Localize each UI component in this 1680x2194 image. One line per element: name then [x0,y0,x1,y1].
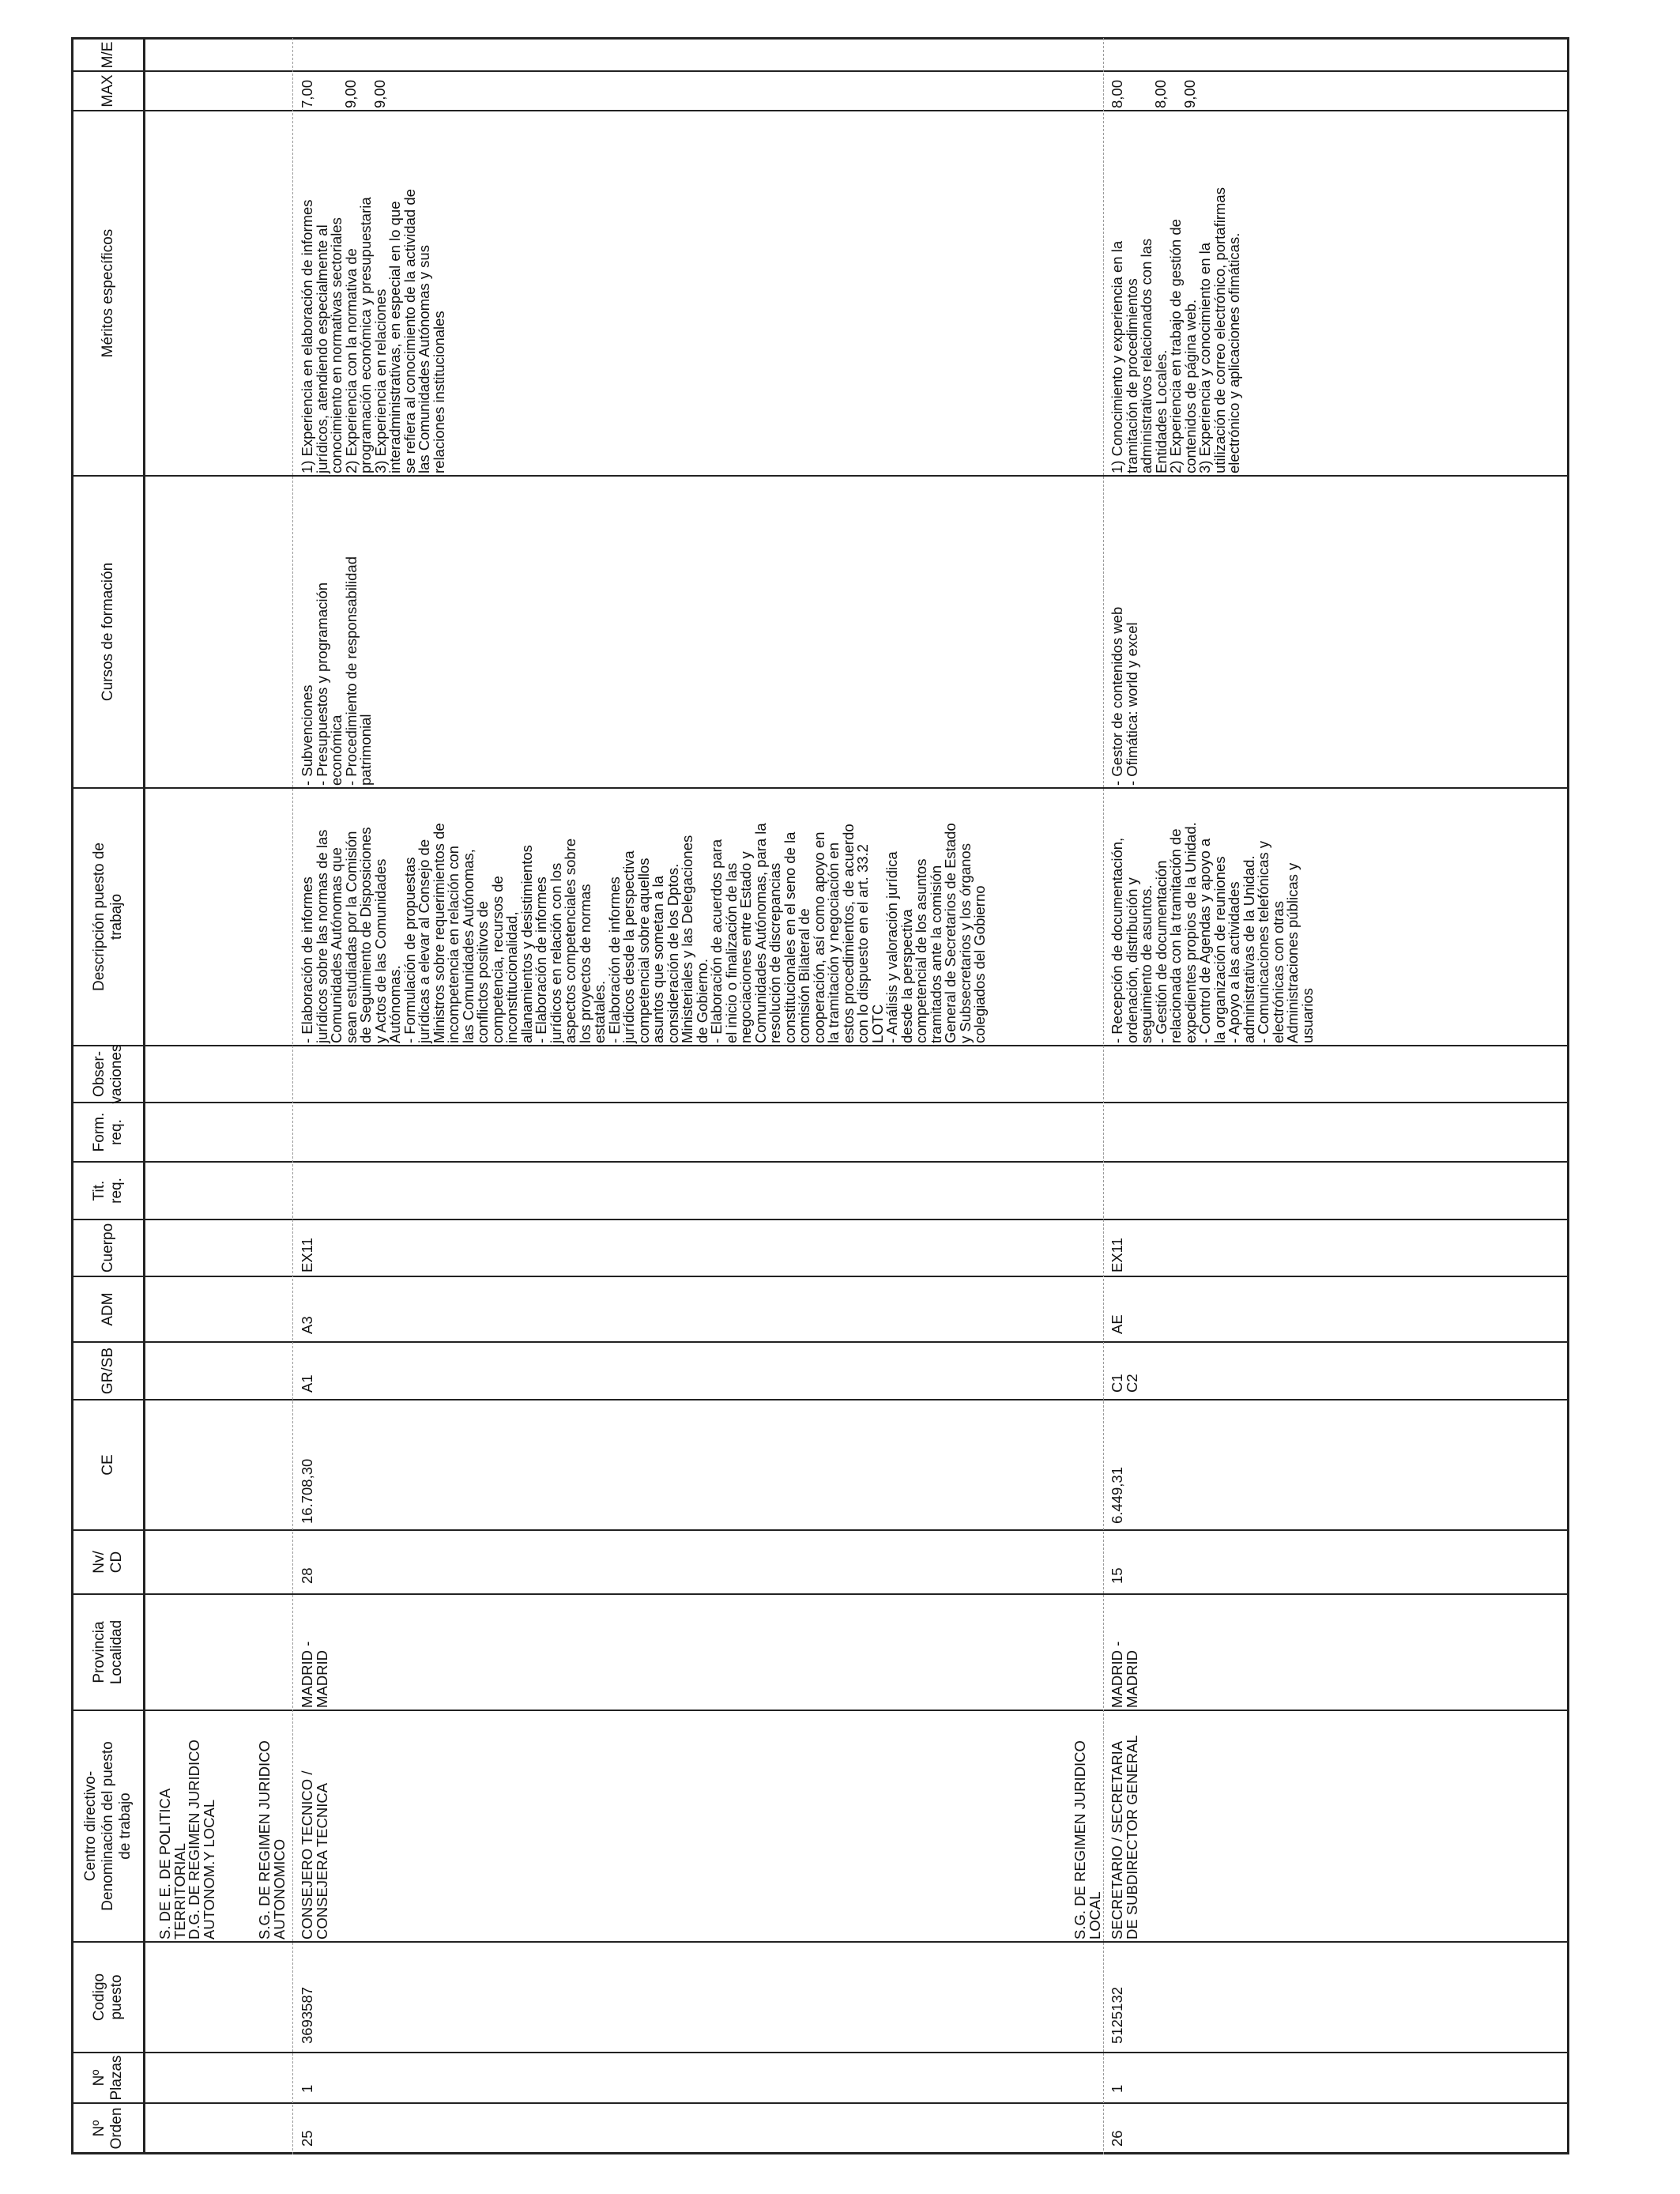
row2-plazas: 1 [1109,2084,1125,2093]
col-sep-17 [71,70,1569,72]
row1-cursos: - Subvenciones - Presupuestos y programación económica - Procedimiento de responsabilidad patrimonial [299,556,374,786]
col-sep-16 [71,110,1569,111]
row1-unidad: S.G. DE REGIMEN JURIDICO AUTONOMICO [256,1740,288,1940]
row2-ce: 6.449,31 [1109,1466,1125,1524]
header-ce: CE [100,1454,116,1476]
col-sep-2 [71,2052,1569,2053]
row-separator [1103,38,1104,2154]
col-sep-15 [71,475,1569,477]
row1-adm: A3 [299,1316,315,1334]
header-cursos: Cursos de formación [100,562,116,702]
col-sep-13 [71,1045,1569,1046]
header-adm: ADM [100,1292,116,1326]
row2-max-1: 8,00 [1109,79,1125,108]
row2-descripcion: - Recepción de documentación, ordenación, distribución y seguimiento de asuntos. - Gestión de documentación relacionada con la tramitación de expedientes propios de la Unidad. - Control de Agendas y apoyo a la organización de reuniones - Apoyo a las actividades administrativas de la Unidad. - Comunicaciones telefónicas y electrónicas con otras Administraciones públicas y usuarios [1109,822,1316,1043]
col-sep-5 [71,1593,1569,1595]
row2-provincia: MADRID - MADRID [1109,1641,1140,1708]
col-sep-10 [71,1219,1569,1220]
row2-puesto: SECRETARIO / SECRETARIA DE SUBDIRECTOR GENERAL [1109,1735,1140,1940]
section-centro-directivo: S. DE E. DE POLITICA TERRITORIAL D.G. DE REGIMEN JURIDICO AUTONOM.Y LOCAL [156,1740,217,1940]
header-grupo: GR/SB [100,1347,116,1395]
col-sep-4 [71,1710,1569,1711]
row2-max-2: 8,00 [1152,79,1169,108]
col-sep-3 [71,1941,1569,1943]
header-descripcion: Descripción puesto de trabajo [91,843,125,991]
col-sep-6 [71,1529,1569,1531]
row1-provincia: MADRID - MADRID [299,1641,330,1708]
row1-max-3: 9,00 [371,79,388,108]
row2-max-3: 9,00 [1181,79,1198,108]
row1-max-1: 7,00 [299,79,315,108]
row2-cursos: - Gestor de contenidos web - Ofimática: world y excel [1109,606,1140,786]
table-right-border [71,37,1569,40]
table-left-border [71,2152,1569,2154]
row1-meritos: 1) Experiencia en elaboración de informes jurídicos, atendiendo especialmente al conocimiento en normativas sectoriales 2) Experiencia con la normativa de programación económica y presupuestaria 3) Experiencia en relaciones interadministrativas, en especial en lo que se refiera al conocimiento de la actividad de las Comunidades Autónomas y sus relaciones institucionales [299,189,447,473]
row1-grupo: A1 [299,1374,315,1393]
header-separator [143,38,145,2154]
header-plazas: Nº Plazas [91,2055,125,2101]
row1-codigo: 3693587 [299,1986,315,2044]
row2-grupo: C1 C2 [1109,1374,1140,1393]
row-separator [292,38,293,2154]
row1-max-2: 9,00 [342,79,359,108]
row1-orden: 25 [299,2130,315,2147]
header-formacion-req: Form. req. [91,1112,125,1152]
header-titulacion: Tit. req. [91,1178,125,1204]
header-max: MAX [100,74,116,107]
header-orden: Nº Orden [91,2107,125,2150]
header-codigo: Codigo puesto [91,1973,125,2022]
row1-plazas: 1 [299,2084,315,2093]
col-sep-1 [71,2102,1569,2104]
col-sep-8 [71,1341,1569,1343]
header-meritos: Méritos específicos [100,228,116,358]
header-centro: Centro directivo- Denominación del puesto de trabajo [82,1741,134,1911]
row2-meritos: 1) Conocimiento y experiencia en la tramitación de procedimientos administrativos relacionados con las Entidades Locales. 2) Experiencia en trabajo de gestión de contenidos de página web. 3) Experiencia y conocimiento en la utilización de correo electrónico, portafirmas electrónico y aplicaciones ofimáticas. [1109,187,1242,473]
row2-cuerpo: EX11 [1109,1238,1125,1272]
row1-cuerpo: EX11 [299,1238,315,1272]
header-observaciones: Obser- vaciones [91,1044,125,1104]
header-nivel: Nv/ CD [91,1551,125,1574]
header-provincia: Provincia Localidad [91,1619,125,1685]
row2-unidad: S.G. DE REGIMEN JURIDICO LOCAL [1072,1740,1103,1940]
row1-puesto: CONSEJERO TECNICO / CONSEJERA TECNICA [299,1770,330,1940]
table-bottom-border [1567,38,1569,2154]
header-me: M/E [100,41,116,69]
col-sep-9 [71,1276,1569,1277]
col-sep-11 [71,1161,1569,1163]
row1-nivel: 28 [299,1567,315,1584]
row1-descripcion: - Elaboración de informes jurídicos sobre las normas de las Comunidades Autónomas que sean estudiadas por la Comisión de Seguimiento de Disposiciones y Actos de las Comunidades Autónomas. - Formulación de propuestas jurídicas a elevar al Consejo de Ministros sobre requerimientos de incompetencia en relación con las Comunidades Autónomas, conflictos positivos de competencia, recursos de inconstitucionalidad, allanamientos y desistimientos - Elaboración de informes jurídicos en relación con los aspectos competenciales sobre los proyectos de normas estatales. - Elaboración de informes jurídicos desde la perspectiva competencial sobre aquellos asuntos que sometan a la consideración de los Dptos. Ministeriales y las Delegaciones de Gobierno. - Elaboración de acuerdos para el inicio o finalización de las negociaciones entre Estado y Comunidades Autónomas, para la resolución de discrepancias constitucionales en el seno de la comisión Bilateral de cooperación, así como apoyo en la tramitación y negociación en estos procedimientos, de acuerdo con lo dispuesto en el art. 33.2 LOTC - Análisis y valoración jurídica desde la perspectiva competencial de los asuntos tramitados ante la comisión General de Secretarios de Estado y Subsecretarios y los órganos colegiados del Gobierno [299,823,988,1043]
row2-codigo: 5125132 [1109,1986,1125,2044]
row2-nivel: 15 [1109,1567,1125,1584]
col-sep-7 [71,1399,1569,1400]
row1-ce: 16.708,30 [299,1458,315,1524]
row2-adm: AE [1109,1314,1125,1334]
col-sep-12 [71,1102,1569,1103]
row2-orden: 26 [1109,2130,1125,2147]
header-cuerpo: Cuerpo [100,1223,116,1273]
